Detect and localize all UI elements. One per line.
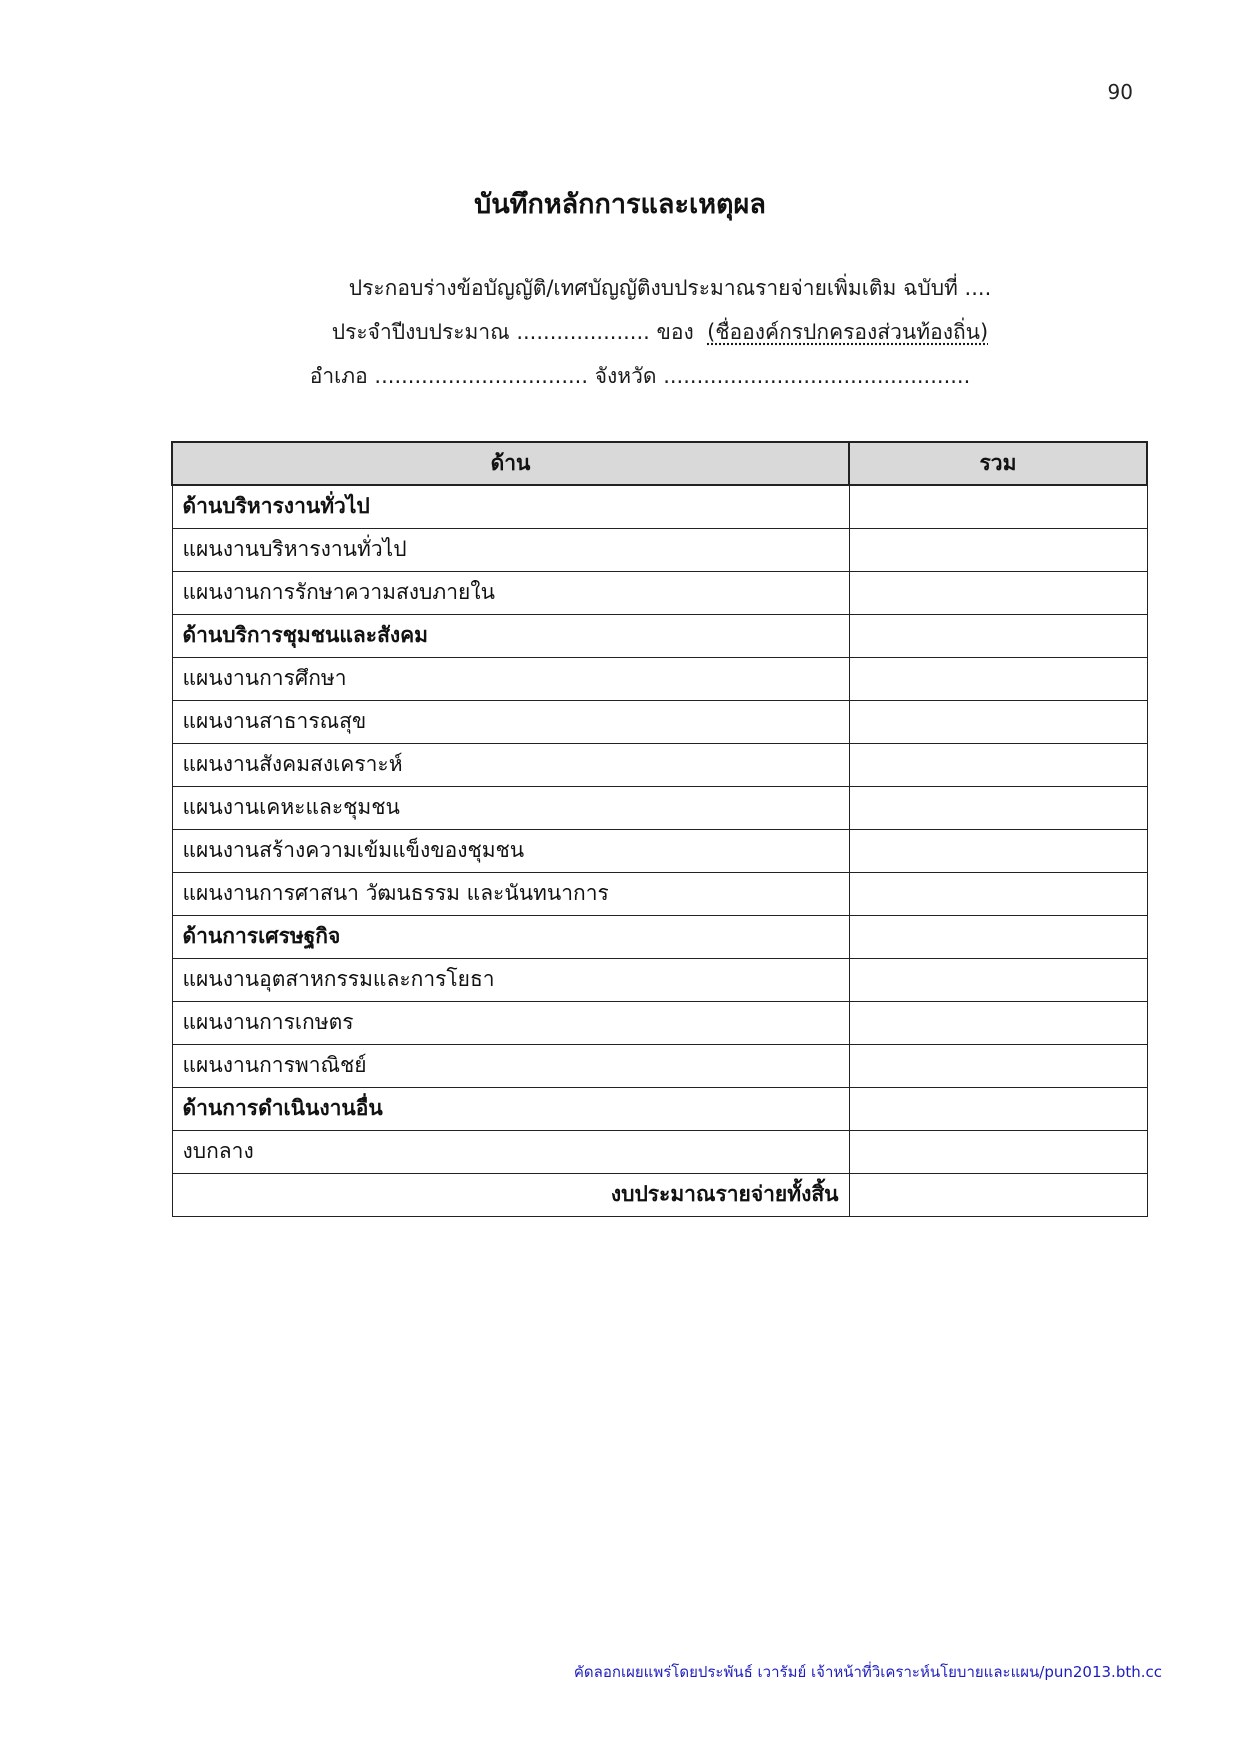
amount-cell xyxy=(849,958,1147,1001)
plan-row xyxy=(172,829,1147,872)
plan-label: แผนงานสังคมสงเคราะห์ xyxy=(172,743,849,786)
amount-cell xyxy=(849,1130,1147,1173)
amount-cell xyxy=(849,571,1147,614)
plan-label: แผนงานการเกษตร xyxy=(172,1001,849,1044)
header-aspect: ด้าน xyxy=(172,442,849,485)
plan-row xyxy=(172,1044,1147,1087)
plan-row xyxy=(172,571,1147,614)
fiscal-year-text: ประจำปีงบประมาณ .................... ของ xyxy=(331,320,694,344)
document-title: บันทึกหลักการและเหตุผล xyxy=(474,189,766,220)
plan-label: แผนงานสร้างความเข้มแข็งของชุมชน xyxy=(172,829,849,872)
budget-summary-table xyxy=(171,441,1148,1217)
plan-label: งบกลาง xyxy=(172,1130,849,1173)
plan-label: แผนงานการศาสนา วัฒนธรรม และนันทนาการ xyxy=(172,872,849,915)
header-total: รวม xyxy=(849,442,1147,485)
amount-cell xyxy=(849,786,1147,829)
amount-cell xyxy=(849,614,1147,657)
plan-label: แผนงานการพาณิชย์ xyxy=(172,1044,849,1087)
amount-cell xyxy=(849,915,1147,958)
table-header-row xyxy=(172,442,1147,485)
footer-credit: คัดลอกเผยแพร่โดยประพันธ์ เวารัมย์ เจ้าหน้าที่วิเคราะห์นโยบายและแผน/pun2013.bth.cc xyxy=(573,1663,1162,1681)
amount-cell xyxy=(849,743,1147,786)
category-row xyxy=(172,485,1147,528)
amount-cell xyxy=(849,528,1147,571)
plan-label: แผนงานเคหะและชุมชน xyxy=(172,786,849,829)
category-row xyxy=(172,1087,1147,1130)
amount-cell xyxy=(849,872,1147,915)
category-label: ด้านบริการชุมชนและสังคม xyxy=(172,614,849,657)
amount-cell xyxy=(849,1044,1147,1087)
amount-cell xyxy=(849,1087,1147,1130)
amount-cell xyxy=(849,829,1147,872)
plan-row xyxy=(172,700,1147,743)
subtitle-line-2 xyxy=(40,316,1240,349)
amount-cell xyxy=(849,1001,1147,1044)
amount-cell xyxy=(849,657,1147,700)
plan-label: แผนงานอุตสาหกรรมและการโยธา xyxy=(172,958,849,1001)
amount-cell xyxy=(849,700,1147,743)
category-row xyxy=(172,915,1147,958)
plan-row xyxy=(172,743,1147,786)
organization-name-placeholder: (ชื่อองค์กรปกครองส่วนท้องถิ่น) xyxy=(707,320,989,344)
plan-row xyxy=(172,528,1147,571)
category-label: ด้านการเศรษฐกิจ xyxy=(172,915,849,958)
amount-cell xyxy=(849,485,1147,528)
total-amount-cell xyxy=(849,1173,1147,1216)
plan-row xyxy=(172,958,1147,1001)
plan-label: แผนงานการรักษาความสงบภายใน xyxy=(172,571,849,614)
total-label: งบประมาณรายจ่ายทั้งสิ้น xyxy=(172,1173,849,1216)
plan-row xyxy=(172,1001,1147,1044)
table-body xyxy=(172,485,1147,1216)
plan-row xyxy=(172,786,1147,829)
total-row xyxy=(172,1173,1147,1216)
category-label: ด้านการดำเนินงานอื่น xyxy=(172,1087,849,1130)
subtitle-line-1: ประกอบร่างข้อบัญญัติ/เทศบัญญัติงบประมาณรายจ่ายเพิ่มเติม ฉบับที่ .... xyxy=(348,276,992,300)
plan-label: แผนงานสาธารณสุข xyxy=(172,700,849,743)
plan-label: แผนงานการศึกษา xyxy=(172,657,849,700)
category-row xyxy=(172,614,1147,657)
plan-row xyxy=(172,872,1147,915)
page-number: 90 xyxy=(1107,80,1133,104)
category-label: ด้านบริหารงานทั่วไป xyxy=(172,485,849,528)
plan-row xyxy=(172,657,1147,700)
plan-row xyxy=(172,1130,1147,1173)
plan-label: แผนงานบริหารงานทั่วไป xyxy=(172,528,849,571)
subtitle-line-3: อำเภอ ................................ จังหวัด .............................................. xyxy=(309,364,971,388)
